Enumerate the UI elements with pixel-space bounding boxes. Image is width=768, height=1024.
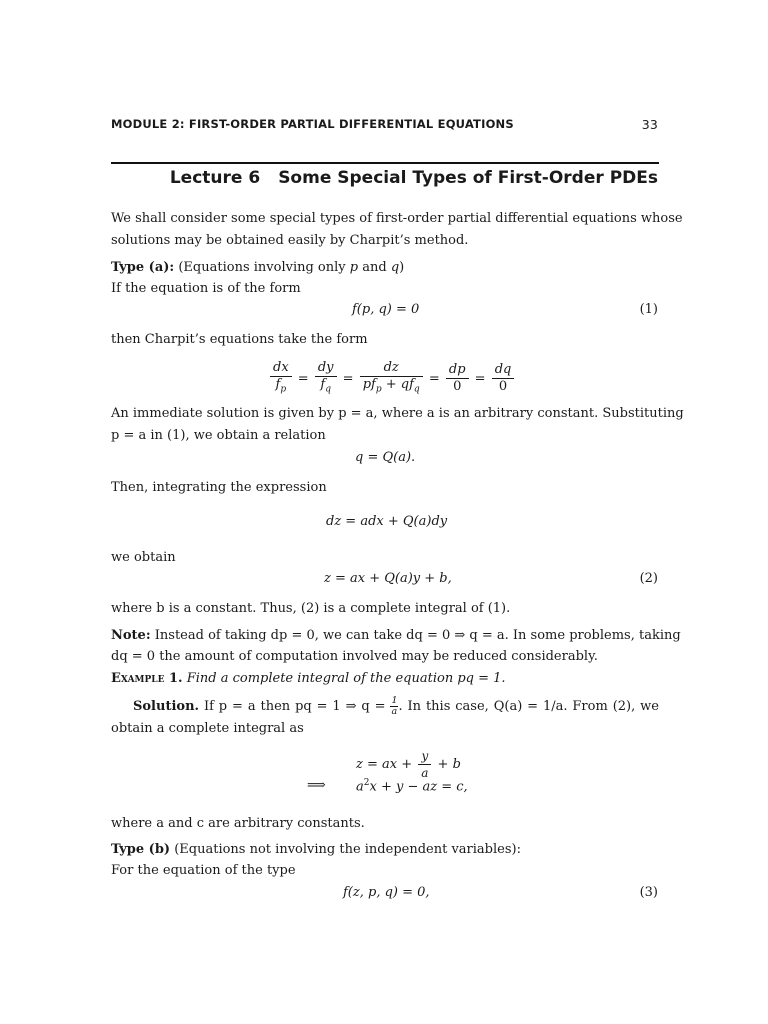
equation-3-number: (3) [639,885,658,900]
equation-1: f(p, q) = 0 [352,302,420,317]
type-b-desc: (Equations not involving the independent variables): [170,842,521,857]
lecture-name: Some Special Types of First-Order PDEs [278,168,658,188]
intro-line-2: solutions may be obtained easily by Charpit’s method. [111,233,469,248]
form-line: If the equation is of the form [111,281,301,296]
charpit-frac-5: $\frac{dq}{0}$ [492,362,515,395]
running-header [111,117,658,132]
then-line: Then, integrating the expression [111,480,327,495]
where-ac-line: where a and c are arbitrary constants. [111,816,365,831]
type-b-form-line: For the equation of the type [111,863,296,878]
solution-equation-1: z = ax + $\frac{y}{a}$ + b [356,749,461,780]
solution-label: Solution. [133,699,200,714]
equation-q: q = Q(a). [355,450,416,465]
type-a-and: and [358,260,391,275]
example-label: Example 1. [111,671,183,686]
solution-text-post: . In this case, Q(a) = 1/a. From (2), we [398,699,659,714]
solution-fraction: $\frac{1}{a}$ [391,695,398,717]
solution-line-2: obtain a complete integral as [111,721,304,736]
charpit-frac-1: $\frac{dx}{f_p}$ [270,360,292,398]
type-b-label: Type (b) [111,842,171,857]
lecture-title [170,168,658,188]
equation-1-number: (1) [639,302,658,317]
charpit-line: then Charpit’s equations take the form [111,332,368,347]
type-a-heading: Type (a): (Equations involving only p and q) [111,260,405,275]
note-label: Note: [111,628,151,643]
equation-2: z = ax + Q(a)y + b, [324,571,452,586]
type-a-desc: (Equations involving only [174,260,350,275]
charpit-equations: $\frac{dx}{f_p}$ = $\frac{dy}{f_q}$ = $\frac{dz}{pf_p + qf_q}$ = $\frac{dp}{0}$ = $\frac{dq}{0}$ [268,360,516,398]
charpit-frac-3: $\frac{dz}{pf_p + qf_q}$ [360,360,423,398]
note-text: Instead of taking dp = 0, we can take dq = 0 ⇒ q = a. In some problems, taking [150,628,681,643]
page-number: 33 [641,117,658,132]
equation-3: f(z, p, q) = 0, [343,885,430,900]
where-b-line: where b is a constant. Thus, (2) is a complete integral of (1). [111,601,511,616]
lecture-number: Lecture 6 [169,168,261,188]
solution-equation-2: $a^2x + y$ − az = c, [356,778,468,795]
solution-line-1 [111,696,659,718]
solution-text-pre: If p = a then pq = 1 ⇒ q = [199,699,391,714]
type-a-label: Type (a): [111,260,175,275]
note-line-2: dq = 0 the amount of computation involved may be reduced considerably. [111,649,598,664]
equation-2-number: (2) [639,571,658,586]
we-obtain-line: we obtain [111,550,176,565]
example-text: Find a complete integral of the equation pq = 1. [182,671,506,686]
type-b-heading [111,839,659,861]
example-line [111,668,659,690]
intro-line-1: We shall consider some special types of first-order partial differential equations whose [111,211,683,226]
charpit-frac-4: $\frac{dp}{0}$ [446,362,469,395]
header-rule [111,162,659,164]
note-line-1 [111,625,681,647]
charpit-frac-2: $\frac{dy}{f_q}$ [315,360,337,398]
immediate-line-1: An immediate solution is given by p = a, where a is an arbitrary constant. Substituting [111,406,684,421]
type-a-desc-end: ) [399,260,405,275]
immediate-line-2: p = a in (1), we obtain a relation [111,428,326,443]
implies-arrow: ⟹ [307,778,326,793]
equation-dz: dz = adx + Q(a)dy [326,514,448,529]
module-title: MODULE 2: FIRST-ORDER PARTIAL DIFFERENTIAL EQUATIONS [111,117,514,131]
